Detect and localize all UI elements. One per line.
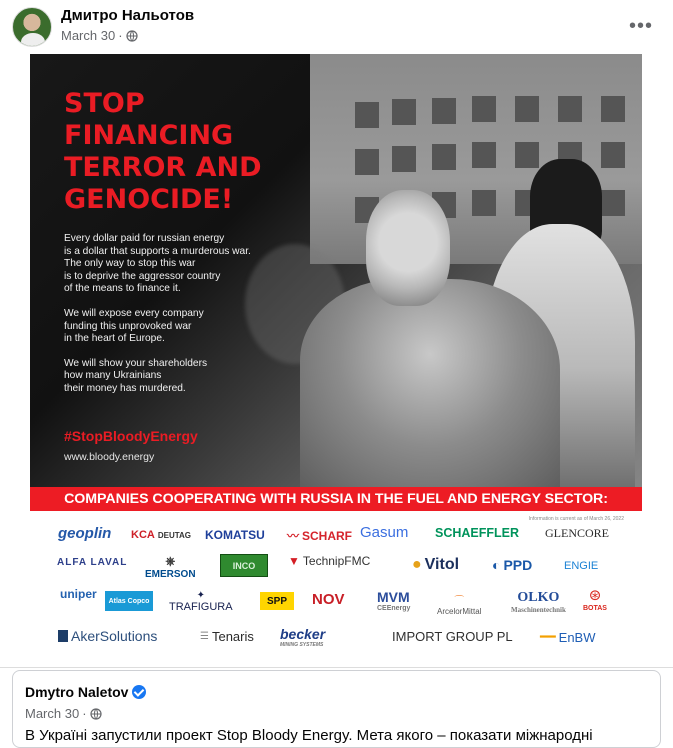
information-note: Information is current as of March 26, 2022 [528,516,624,522]
shared-author-name[interactable]: Dmytro Naletov [25,684,129,700]
kca-deutag-logo: KCA DEUTAG [131,529,192,541]
uniper-logo: uniper [60,587,97,601]
shared-post-date[interactable]: March 30 [25,706,80,721]
post-header [0,0,673,54]
globe-icon[interactable] [90,708,102,720]
schaeffler-logo: SCHAEFFLER [435,526,520,540]
more-horizontal-icon[interactable]: ••• [628,14,653,37]
verified-icon [132,685,146,699]
alfa-laval-logo: ALFA LAVAL [57,557,128,568]
glencore-logo: GLENCORE [545,526,609,540]
gasum-logo: Gasum [360,524,409,541]
mvm-logo: MVM CEEnergy [377,589,411,612]
author-name[interactable]: Дмитро Нальотов [61,7,195,24]
tenaris-logo: ☰ Tenaris [200,629,254,644]
poster-body-copy: Every dollar paid for russian energy is a dollar that supports a murderous war. The only way to stop this war is to deprive the aggressor country of the means to finance it. We will expose every company funding this unprovoked war in the heart of Europe. We will show your shareholders how many Ukrainians their money has murdered. [64,233,251,394]
campaign-hashtag[interactable]: #StopBloodyEnergy [64,428,198,444]
companies-banner: COMPANIES COOPERATING WITH RUSSIA IN THE FUEL AND ENERGY SECTOR: [30,487,642,511]
arcelormittal-logo: ⌒ ArcelorMittal [437,596,482,616]
technipfmc-logo: ▼ TechnipFMC [288,554,371,568]
becker-logo: becker MINING SYSTEMS [280,626,326,648]
komatsu-logo: KOMATSU [205,528,265,542]
nov-logo: NOV [312,591,345,608]
aker-solutions-logo: AkerSolutions [58,628,157,644]
shared-author-row [25,684,146,700]
trafigura-logo: ✦ TRAFIGURA [169,590,233,613]
ppd-logo: ◐ PPD [492,557,533,573]
olko-logo: OLKO Maschinentechnik [511,590,566,614]
botas-logo: ⊛ BOTAS [583,587,607,612]
post-meta: March 30 · [61,28,138,43]
shared-post-meta: March 30 · [25,706,102,721]
shared-post-text: В Україні запустили проект Stop Bloody Energy. Мета якого – показати міжнародні [25,727,593,744]
import-group-logo: IMPORT GROUP PL [392,629,513,644]
shared-post-card[interactable] [12,670,661,748]
campaign-website[interactable]: www.bloody.energy [64,451,155,463]
geoplin-logo: geoplin [58,525,112,542]
poster-headline: STOP FINANCING TERROR AND GENOCIDE! [64,88,262,215]
woman-face [366,190,450,306]
author-avatar[interactable] [12,7,52,47]
emerson-logo: ⎈ EMERSON [145,554,196,580]
atlas-copco-logo: Atlas Copco [105,591,153,611]
war-photo [30,54,642,487]
campaign-image[interactable] [30,54,642,657]
inco-logo: INCO [220,554,268,577]
enbw-logo: ━━ EnBW [540,629,596,645]
post-date[interactable]: March 30 [61,28,116,43]
vitol-logo: ● Vitol [412,556,460,573]
globe-icon[interactable] [126,30,138,42]
woman-blanket [300,279,560,487]
post-divider [0,667,673,668]
spp-logo: SPP [260,592,294,610]
engie-logo: ENGIE [564,560,599,572]
scharf-logo: 〰 SCHARF [287,528,353,543]
